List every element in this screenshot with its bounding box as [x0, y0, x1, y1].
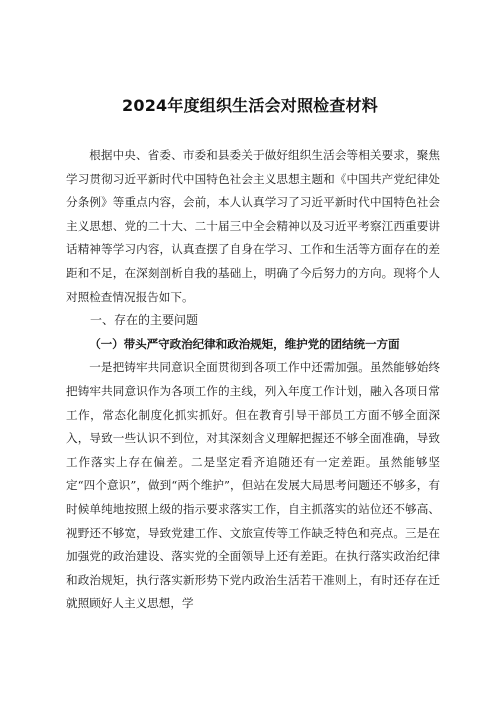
- intro-paragraph: 根据中央、省委、市委和县委关于做好组织生活会等相关要求，聚焦学习贯彻习近平新时代中国特色社会主义思想主题和《中国共产党纪律处分条例》等重点内容，会前，本人认真学习了习近平新时代中国特色社会主义思想、党的二十大、二十届三中全会精神以及习近平考察江西重要讲话精神等学习内容，认真查摆了自身在学习、工作和生活等方面存在的差距和不足，在深刻剖析自我的基础上，明确了今后努力的方向。现将个人对照检查情况报告如下。: [66, 148, 440, 304]
- document-body: [66, 144, 440, 616]
- section-heading: 一、存在的主要问题: [90, 313, 199, 328]
- body-paragraph: 一是把铸牢共同意识全面贯彻到各项工作中还需加强。虽然能够始终把铸牢共同意识作为各项工作的主线，列入年度工作计划，融入各项日常工作，常态化制度化抓实抓好。但在教育引导干部员工方面不够全面深入，导致一些认识不到位，对其深刻含义理解把握还不够全面准确，导致工作落实上存在偏差。二是坚定看齐追随还有一定差距。虽然能够坚定“四个意识”，做到“两个维护”，但站在发展大局思考问题还不够多，有时候单纯地按照上级的指示要求落实工作，自主抓落实的站位还不够高、视野还不够宽，导致党建工作、文旅宣传等工作缺乏特色和亮点。三是在加强党的政治建设、落实党的全面领导上还有差距。在执行落实政治纪律和政治规矩，执行落实新形势下党内政治生活若干准则上，有时还存在迁就照顾好人主义思想，学: [66, 360, 440, 611]
- subsection-heading: （一）带头严守政治纪律和政治规矩，维护党的团结统一方面: [89, 336, 400, 351]
- document-title: 2024年度组织生活会对照检查材料: [122, 96, 378, 115]
